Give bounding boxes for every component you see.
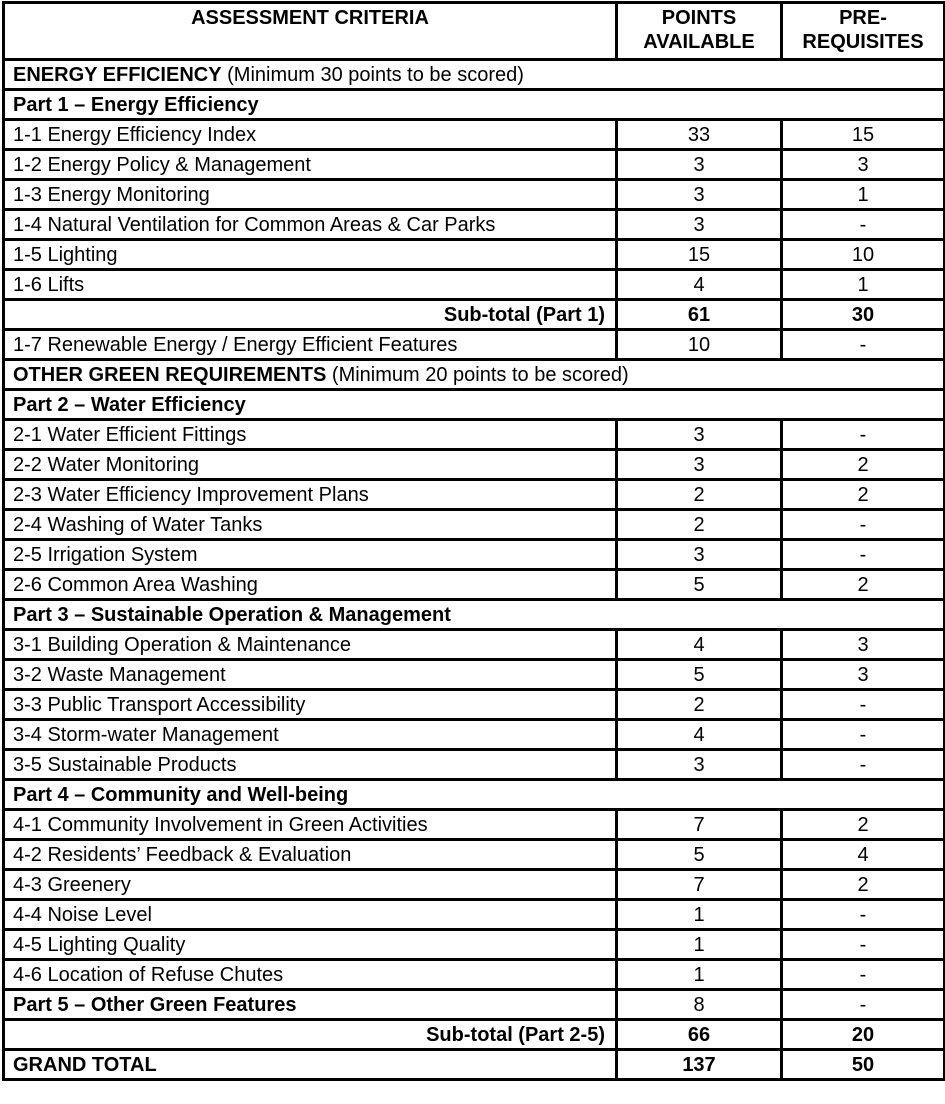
prerequisites-value: 3: [782, 630, 945, 660]
points-available-value: 3: [617, 180, 782, 210]
table-row: [4, 90, 945, 120]
prerequisites-value: 4: [782, 840, 945, 870]
section-title: OTHER GREEN REQUIREMENTS: [13, 363, 327, 386]
points-available-value: 8: [617, 990, 782, 1020]
points-available-value: 4: [617, 630, 782, 660]
table-row: [4, 390, 945, 420]
points-available-value: 66: [617, 1020, 782, 1050]
table-row: [4, 990, 945, 1020]
points-available-value: 10: [617, 330, 782, 360]
criteria-label: 2-3 Water Efficiency Improvement Plans: [4, 480, 617, 510]
points-available-value: 5: [617, 570, 782, 600]
prerequisites-value: 15: [782, 120, 945, 150]
criteria-label: 1-7 Renewable Energy / Energy Efficient Features: [4, 330, 617, 360]
points-available-value: 3: [617, 750, 782, 780]
criteria-label: 2-4 Washing of Water Tanks: [4, 510, 617, 540]
prerequisites-value: -: [782, 420, 945, 450]
criteria-label: 4-6 Location of Refuse Chutes: [4, 960, 617, 990]
table-row: [4, 780, 945, 810]
prerequisites-value: -: [782, 900, 945, 930]
prerequisites-value: -: [782, 990, 945, 1020]
criteria-label: 4-4 Noise Level: [4, 900, 617, 930]
points-available-value: 3: [617, 450, 782, 480]
table-row: [4, 330, 945, 360]
prerequisites-value: -: [782, 210, 945, 240]
prerequisites-value: -: [782, 750, 945, 780]
part-title: Part 4 – Community and Well-being: [4, 780, 945, 810]
criteria-label: 1-5 Lighting: [4, 240, 617, 270]
table-row: [4, 930, 945, 960]
points-available-value: 4: [617, 270, 782, 300]
prerequisites-value: -: [782, 330, 945, 360]
criteria-label: 1-4 Natural Ventilation for Common Areas & Car Parks: [4, 210, 617, 240]
subtotal-label: Sub-total (Part 2-5): [4, 1020, 617, 1050]
criteria-label: 4-3 Greenery: [4, 870, 617, 900]
points-available-value: 2: [617, 510, 782, 540]
points-available-value: 15: [617, 240, 782, 270]
col-header-assessment-criteria: ASSESSMENT CRITERIA: [4, 3, 617, 60]
section-note: (Minimum 30 points to be scored): [221, 63, 524, 86]
header-row: [4, 3, 945, 60]
prerequisites-value: 10: [782, 240, 945, 270]
section-note: (Minimum 20 points to be scored): [326, 363, 629, 386]
table-row: [4, 900, 945, 930]
table-row: [4, 270, 945, 300]
points-available-value: 7: [617, 870, 782, 900]
points-available-value: 2: [617, 480, 782, 510]
points-available-value: 7: [617, 810, 782, 840]
criteria-label: 3-1 Building Operation & Maintenance: [4, 630, 617, 660]
table-row: [4, 630, 945, 660]
subtotal-label: Sub-total (Part 1): [4, 300, 617, 330]
prerequisites-value: -: [782, 540, 945, 570]
table-row: [4, 150, 945, 180]
points-available-value: 3: [617, 210, 782, 240]
prerequisites-value: -: [782, 690, 945, 720]
table-row: [4, 420, 945, 450]
table-row: [4, 360, 945, 390]
criteria-label: 2-5 Irrigation System: [4, 540, 617, 570]
section-header-cell: [4, 360, 945, 390]
prerequisites-value: 1: [782, 180, 945, 210]
table-row: [4, 540, 945, 570]
table-row: [4, 690, 945, 720]
criteria-label: 3-3 Public Transport Accessibility: [4, 690, 617, 720]
prerequisites-value: -: [782, 720, 945, 750]
criteria-label: 3-5 Sustainable Products: [4, 750, 617, 780]
prerequisites-value: 2: [782, 870, 945, 900]
points-available-value: 61: [617, 300, 782, 330]
table-row: [4, 960, 945, 990]
table-row: [4, 480, 945, 510]
prerequisites-value: 20: [782, 1020, 945, 1050]
table-row: [4, 1020, 945, 1050]
prerequisites-value: 2: [782, 450, 945, 480]
criteria-label: 1-2 Energy Policy & Management: [4, 150, 617, 180]
prerequisites-value: 30: [782, 300, 945, 330]
criteria-label: 1-1 Energy Efficiency Index: [4, 120, 617, 150]
table-row: [4, 870, 945, 900]
criteria-label: 2-2 Water Monitoring: [4, 450, 617, 480]
table-row: [4, 570, 945, 600]
prerequisites-value: 3: [782, 150, 945, 180]
points-available-value: 5: [617, 660, 782, 690]
table-row: [4, 750, 945, 780]
criteria-label: 1-3 Energy Monitoring: [4, 180, 617, 210]
points-available-value: 3: [617, 420, 782, 450]
criteria-label: 3-2 Waste Management: [4, 660, 617, 690]
table-row: [4, 1050, 945, 1080]
points-available-value: 1: [617, 960, 782, 990]
criteria-label: 3-4 Storm-water Management: [4, 720, 617, 750]
table-row: [4, 180, 945, 210]
criteria-label: 4-5 Lighting Quality: [4, 930, 617, 960]
points-available-value: 33: [617, 120, 782, 150]
table-row: [4, 300, 945, 330]
points-available-value: 1: [617, 930, 782, 960]
part-title: Part 3 – Sustainable Operation & Management: [4, 600, 945, 630]
part-item-label: Part 5 – Other Green Features: [4, 990, 617, 1020]
prerequisites-value: -: [782, 930, 945, 960]
table-row: [4, 660, 945, 690]
table-row: [4, 60, 945, 90]
table-row: [4, 720, 945, 750]
col-header-prerequisites: PRE-REQUISITES: [782, 3, 945, 60]
points-available-value: 5: [617, 840, 782, 870]
prerequisites-value: -: [782, 510, 945, 540]
table-row: [4, 450, 945, 480]
prerequisites-value: -: [782, 960, 945, 990]
col-header-points-available: POINTS AVAILABLE: [617, 3, 782, 60]
table-row: [4, 120, 945, 150]
points-available-value: 137: [617, 1050, 782, 1080]
section-title: ENERGY EFFICIENCY: [13, 63, 222, 86]
section-header-cell: [4, 60, 945, 90]
grand-label: GRAND TOTAL: [4, 1050, 617, 1080]
criteria-label: 2-1 Water Efficient Fittings: [4, 420, 617, 450]
criteria-label: 4-2 Residents’ Feedback & Evaluation: [4, 840, 617, 870]
prerequisites-value: 50: [782, 1050, 945, 1080]
criteria-label: 4-1 Community Involvement in Green Activities: [4, 810, 617, 840]
points-available-value: 2: [617, 690, 782, 720]
prerequisites-value: 2: [782, 810, 945, 840]
assessment-table-body: [4, 60, 945, 1080]
table-row: [4, 600, 945, 630]
part-title: Part 2 – Water Efficiency: [4, 390, 945, 420]
prerequisites-value: 3: [782, 660, 945, 690]
part-title: Part 1 – Energy Efficiency: [4, 90, 945, 120]
criteria-label: 2-6 Common Area Washing: [4, 570, 617, 600]
table-row: [4, 240, 945, 270]
prerequisites-value: 1: [782, 270, 945, 300]
criteria-label: 1-6 Lifts: [4, 270, 617, 300]
assessment-criteria-table: [2, 1, 945, 1081]
prerequisites-value: 2: [782, 480, 945, 510]
table-row: [4, 810, 945, 840]
table-row: [4, 210, 945, 240]
points-available-value: 4: [617, 720, 782, 750]
table-row: [4, 510, 945, 540]
points-available-value: 3: [617, 540, 782, 570]
points-available-value: 1: [617, 900, 782, 930]
points-available-value: 3: [617, 150, 782, 180]
prerequisites-value: 2: [782, 570, 945, 600]
table-row: [4, 840, 945, 870]
